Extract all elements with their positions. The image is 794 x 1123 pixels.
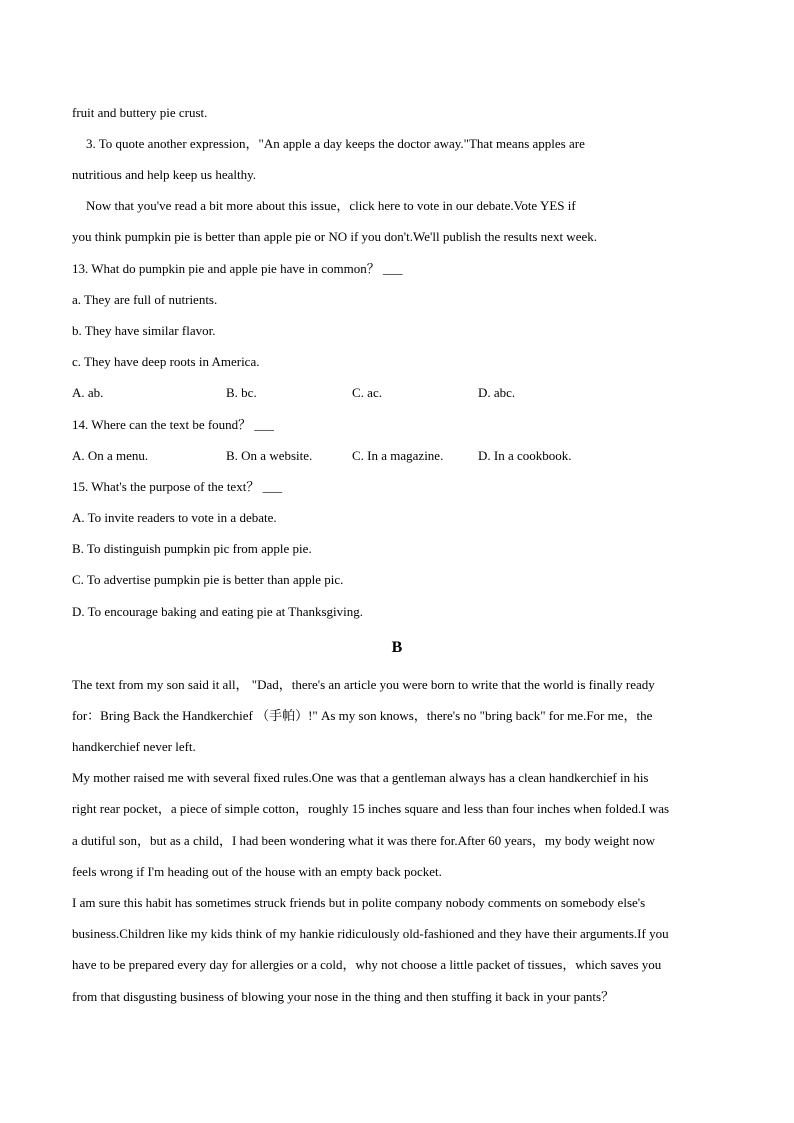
question-13-statement-c: c. They have deep roots in America. <box>72 354 260 369</box>
question-15-stem: 15. What's the purpose of the text？ ___ <box>72 479 283 494</box>
section-b-line: My mother raised me with several fixed rules.One was that a gentleman always has a clean handkerchief in his <box>72 770 649 785</box>
question-14-option-d: D. In a cookbook. <box>478 448 572 463</box>
question-13-statement-b: b. They have similar flavor. <box>72 323 216 338</box>
question-13-stem: 13. What do pumpkin pie and apple pie have in common？ ___ <box>72 261 403 276</box>
question-14-stem: 14. Where can the text be found？ ___ <box>72 417 274 432</box>
section-b-line: from that disgusting business of blowing your nose in the thing and then stuffing it back in your pants？ <box>72 989 615 1004</box>
passage-line: Now that you've read a bit more about this issue，click here to vote in our debate.Vote YES if <box>86 198 576 213</box>
passage-line: fruit and buttery pie crust. <box>72 105 208 120</box>
question-13-statement-a: a. They are full of nutrients. <box>72 292 218 307</box>
question-15-option-c: C. To advertise pumpkin pie is better than apple pic. <box>72 572 344 587</box>
section-b-line: right rear pocket，a piece of simple cotton，roughly 15 inches square and less than four inches when folded.I was <box>72 801 670 816</box>
passage-line: 3. To quote another expression，"An apple a day keeps the doctor away."That means apples are <box>86 136 585 151</box>
section-b-line: for：Bring Back the Handkerchief （手帕）!" As my son knows，there's no "bring back" for me.For me，the <box>72 708 653 723</box>
question-14-option-a: A. On a menu. <box>72 448 149 463</box>
section-b-line: business.Children like my kids think of my hankie ridiculously old-fashioned and they have their arguments.If you <box>72 926 669 941</box>
section-b-line: handkerchief never left. <box>72 739 196 754</box>
question-13-option-c: C. ac. <box>352 385 382 400</box>
section-b-line: feels wrong if I'm heading out of the house with an empty back pocket. <box>72 864 442 879</box>
section-b-line: I am sure this habit has sometimes struck friends but in polite company nobody comments on somebody else's <box>72 895 646 910</box>
question-15-option-d: D. To encourage baking and eating pie at Thanksgiving. <box>72 604 364 619</box>
question-14-option-b: B. On a website. <box>226 448 313 463</box>
question-13-option-b: B. bc. <box>226 385 257 400</box>
question-15-option-a: A. To invite readers to vote in a debate. <box>72 510 277 525</box>
question-13-option-a: A. ab. <box>72 385 104 400</box>
section-b-heading: B <box>391 639 403 656</box>
passage-line: nutritious and help keep us healthy. <box>72 167 257 182</box>
question-13-option-d: D. abc. <box>478 385 516 400</box>
question-15-option-b: B. To distinguish pumpkin pic from apple pie. <box>72 541 312 556</box>
question-14-option-c: C. In a magazine. <box>352 448 444 463</box>
passage-line: you think pumpkin pie is better than apple pie or NO if you don't.We'll publish the results next week. <box>72 229 597 244</box>
section-b-line: The text from my son said it all， "Dad，there's an article you were born to write that the world is finally ready <box>72 677 655 692</box>
section-b-line: a dutiful son，but as a child，I had been wondering what it was there for.After 60 years，my body weight now <box>72 833 656 848</box>
section-b-line: have to be prepared every day for allergies or a cold，why not choose a little packet of tissues，which saves you <box>72 957 662 972</box>
